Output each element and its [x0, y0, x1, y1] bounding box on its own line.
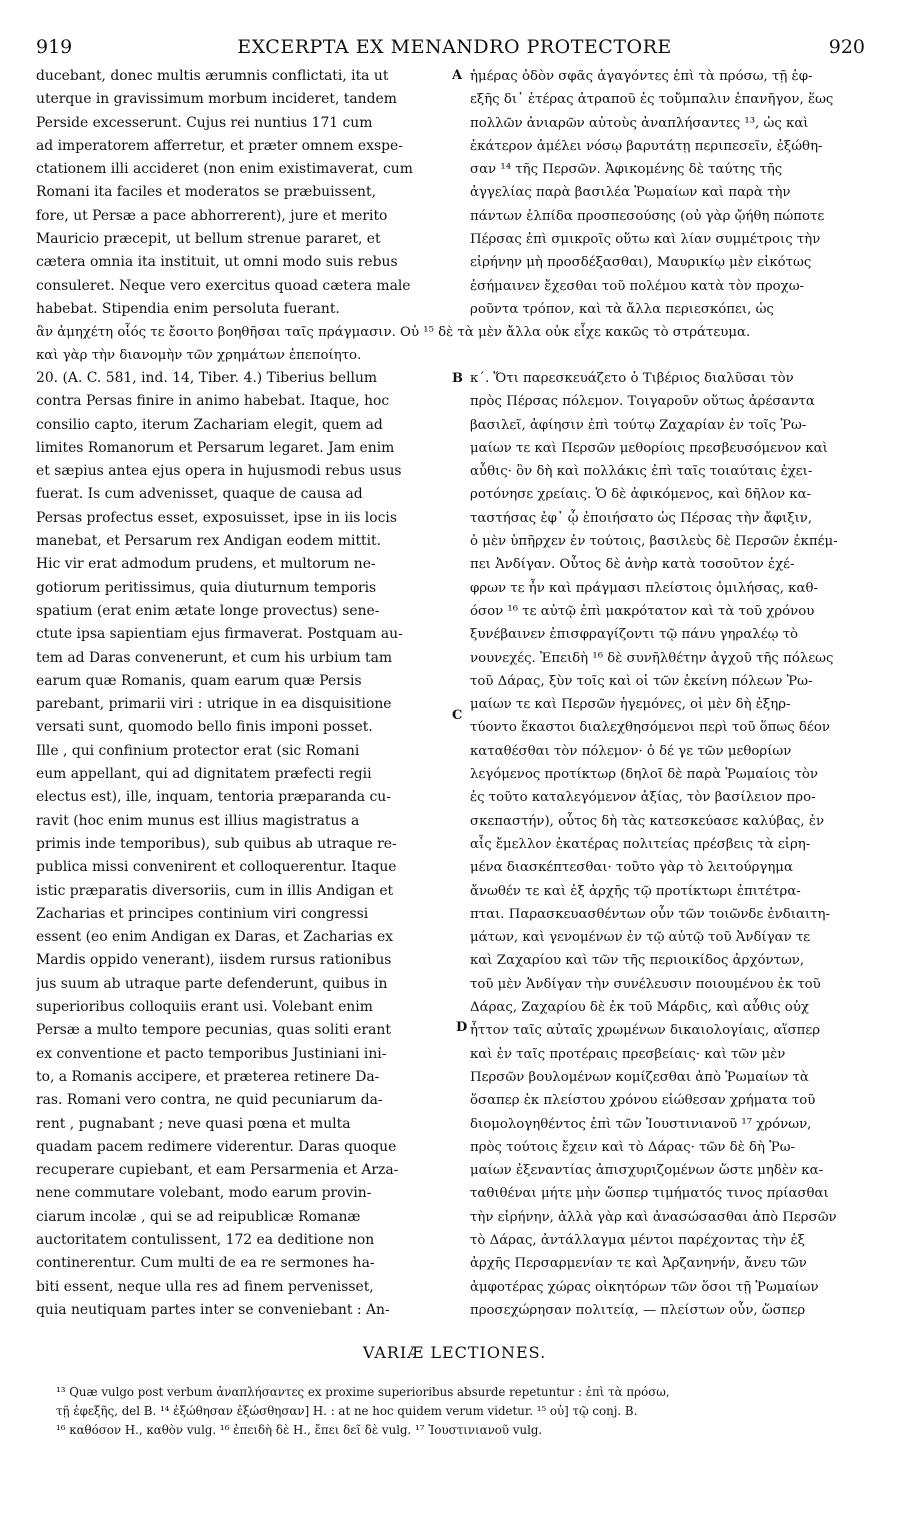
page-number-right: 920 — [828, 36, 865, 58]
page-number-left: 919 — [36, 36, 73, 58]
greek-line: κ΄. Ὅτι παρεσκευάζετο ὁ Τιβέριος διαλῦσαι τὸν — [470, 371, 794, 386]
greek-line: πάντων ἐλπίδα προσπεσούσης (οὐ γὰρ ᾤήθη πώποτε — [470, 208, 825, 224]
latin-line: Romani ita faciles et moderatos se præbuissent, — [36, 184, 376, 201]
latin-line: tem ad Daras convenerunt, et cum his urbium tam — [36, 649, 393, 666]
greek-line: ἀρχῆς Περσαρμενίαν τε καὶ Ἀρζανηνήν, ἄνευ τῶν — [470, 1256, 807, 1272]
greek-line: Δάρας, Ζαχαρίου δὲ ἐκ τοῦ Μάρδις, καὶ αὖθις οὐχ — [470, 1000, 809, 1016]
greek-line: ταθιθέναι μήτε μὴν ὥσπερ τιμήματός τινος πρίασθαι — [470, 1186, 829, 1202]
greek-line: πρὸς Πέρσας πόλεμον. Τοιγαροῦν οὕτως ἀρέσαντα — [470, 394, 815, 410]
latin-line: recuperare cupiebant, et eam Persarmenia et Arza- — [36, 1162, 399, 1179]
greek-line: ἧττον ταῖς αὐταῖς χρωμένων δικαιολογίαις, αἵσπερ — [470, 1023, 821, 1039]
greek-line: ὅσαπερ ἐκ πλείστου χρόνου εἰώθεσαν χρήματα τοῦ — [470, 1093, 816, 1109]
latin-line: fuerat. Is cum advenisset, quaque de causa ad — [36, 486, 363, 503]
latin-line: Perside excesserunt. Cujus rei nuntius 171 cum — [36, 114, 373, 131]
greek-line: ἀγγελίας παρὰ βασιλέα Ῥωμαίων καὶ παρὰ τὴν — [470, 185, 791, 201]
latin-line: habebat. Stipendia enim persoluta fuerant. — [36, 300, 340, 317]
latin-line: rent , pugnabant ; neve quasi pœna et multa — [36, 1115, 351, 1132]
latin-line: electus est), ille, inquam, tentoria præparanda cu- — [36, 789, 391, 806]
greek-line: Περσῶν βουλομένων κομίζεσθαι ἀπὸ Ῥωμαίων τὰ — [470, 1069, 809, 1085]
greek-line: προσεχώρησαν πολιτείᾳ, — πλείστων οὖν, ὥσπερ — [470, 1302, 806, 1318]
latin-column-lower — [36, 367, 454, 1322]
latin-line: ciarum incolæ , qui se ad reipublicæ Romanæ — [36, 1208, 361, 1225]
greek-line: ταστήσας ἐφ᾽ ᾧ ἐποιήσατο ὡς Πέρσας τὴν ἄφιξιν, — [470, 510, 813, 526]
latin-line: quia neutiquam partes inter se conveniebant : An- — [36, 1301, 390, 1318]
greek-line: ἂν ἀμηχέτη οἷός τε ἔσοιτο βοηθῆσαι ταῖς πράγμασιν. Οὐ ¹⁵ δὲ τὰ μὲν ἄλλα οὐκ εἶχε κακῶς τὸ στράτευμα. — [36, 325, 751, 340]
greek-column-lower — [470, 367, 881, 1322]
running-header — [0, 36, 909, 62]
greek-line: ξυνέβαινεν ἐπισφραγίζοντι τῷ πάνυ γηραλέῳ τὸ — [470, 627, 799, 643]
latin-line: eum appellant, qui ad dignitatem præfecti regii — [36, 766, 372, 783]
latin-line: jus suum ab utraque parte defenderunt, quibus in — [36, 975, 388, 992]
latin-line: uterque in gravissimum morbum incideret, tandem — [36, 91, 397, 108]
section-title: VARIÆ LECTIONES. — [362, 1343, 547, 1362]
margin-letter-c: C — [452, 708, 463, 723]
greek-line: εξῆς δι᾽ ἑτέρας ἀτραποῦ ἐς τοὔμπαλιν ἐπανῆγον, ἕως — [470, 92, 834, 108]
greek-line: αὖθις· ὃν δὴ καὶ πολλάκις ἐπὶ ταῖς τοιαύταις ἐχει- — [470, 464, 813, 480]
running-title: EXCERPTA EX MENANDRO PROTECTORE — [237, 36, 672, 58]
greek-line: σκεπαστήν), οὗτος δὴ τὰς κατεσκεύασε καλύβας, ἐν — [470, 813, 825, 829]
latin-line: ad imperatorem afferretur, et præter omnem exspe- — [36, 137, 403, 154]
greek-line: όσον ¹⁶ τε αὐτῷ ἐπὶ μακρότατον καὶ τὰ τοῦ χρόνου — [470, 603, 815, 619]
latin-line: ravit (hoc enim munus est illius magistratus a — [36, 812, 360, 829]
greek-line: βασιλεῖ, ἀφίησιν ἐπὶ τούτῳ Ζαχαρίαν ἐν τοῖς Ῥω- — [470, 417, 807, 433]
greek-line: μάτων, καὶ γενομένων ἐν τῷ αὐτῷ τοῦ Ἀνδίγαν τε — [470, 930, 811, 946]
latin-line: parebant, primarii viri : utrique in ea disquisitione — [36, 696, 392, 713]
greek-line: Πέρσας ἐπὶ σμικροῖς οὕτω καὶ λίαν συμμέτροις τὴν — [470, 232, 821, 248]
greek-line: καὶ γὰρ τὴν διανομὴν τῶν χρημάτων ἐπεποίητο. — [36, 348, 362, 364]
latin-line: istic præparatis diversoriis, cum in illis Andigan et — [36, 882, 394, 899]
latin-line: superioribus colloquiis erant usi. Volebant enim — [36, 999, 373, 1016]
latin-line: et sæpius antea ejus opera in hujusmodi rebus usus — [36, 463, 402, 480]
latin-column-upper — [36, 65, 454, 321]
latin-line: primis inde temporibus), sub quibus ab utraque re- — [36, 835, 397, 852]
greek-line: καταθέσθαι τὸν πόλεμον· ὁ δέ γε τῶν μεθορίων — [470, 743, 792, 759]
latin-line: Hic vir erat admodum prudens, et multorum ne- — [36, 556, 376, 573]
greek-line: πει Ἀνδίγαν. Οὗτος δὲ ἀνὴρ κατὰ τοσοῦτον ἐχέ- — [470, 557, 795, 573]
latin-line: ctationem illi accideret (non enim existimaverat, cum — [36, 161, 413, 178]
latin-line: consilio capto, iterum Zachariam elegit, quem ad — [36, 416, 383, 433]
latin-line: cætera omnia ita instituit, ut omni modo suis rebus — [36, 254, 398, 271]
latin-line: spatium (erat enim ætate longe provectus) sene- — [36, 602, 380, 619]
margin-letter-b: B — [452, 371, 463, 386]
latin-line: ex conventione et pacto temporibus Justiniani ini- — [36, 1045, 387, 1062]
greek-line: τὸ Δάρας, ἀντάλλαγμα μέντοι παρέχοντας τὴν ἐξ — [470, 1232, 805, 1248]
latin-line: Zacharias et principes continium viri congressi — [36, 905, 369, 922]
greek-line: φρων τε ἦν καὶ πράγμασι πλείστοις ὁμιλήσας, καθ- — [470, 580, 818, 596]
latin-line: versati sunt, quomodo bello finis imponi posset. — [36, 719, 373, 736]
latin-line: manebat, et Persarum rex Andigan eodem mittit. — [36, 533, 382, 550]
latin-line: consuleret. Neque vero exercitus quoad cætera male — [36, 277, 411, 294]
latin-line: continerentur. Cum multi de ea re sermones ha- — [36, 1255, 375, 1272]
greek-line: ροτόνησε χρείαις. Ὁ δὲ ἀφικόμενος, καὶ δῆλον κα- — [470, 487, 812, 503]
latin-line: biti essent, neque ulla res ad finem pervenisset, — [36, 1278, 374, 1295]
latin-line: Mauricio præcepit, ut bellum strenue pararet, et — [36, 231, 381, 248]
latin-line: Persas profectus esset, exposuisset, ipse in iis locis — [36, 509, 397, 526]
greek-line: καὶ Ζαχαρίου καὶ τῶν τῆς περιοικίδος ἀρχόντων, — [470, 953, 805, 969]
latin-line: ras. Romani vero contra, ne quid pecuniarum da- — [36, 1092, 383, 1109]
greek-line: μαίων τε καὶ Περσῶν ἡγεμόνες, οἱ μὲν δὴ ἐξηρ- — [470, 697, 791, 713]
latin-line: contra Persas finire in animo habebat. Itaque, hoc — [36, 393, 390, 410]
latin-line: essent (eo enim Andigan ex Daras, et Zacharias ex — [36, 929, 393, 946]
greek-line: αἷς ἔμελλον ἑκατέρας πολιτείας πρέσβεις τὰ εἰρη- — [470, 836, 811, 852]
greek-line: μαίων ἐξεναντίας ἀπισχυριζομένων ὥστε μηδὲν κα- — [470, 1163, 824, 1179]
greek-line: νουνεχές. Ἐπειδὴ ¹⁶ δὲ συνῆλθέτην ἀγχοῦ τῆς πόλεως — [470, 650, 834, 666]
greek-line: τύοντο ἕκαστοι διαλεχθησόμενοι περὶ τοῦ ὅπως δέον — [470, 720, 830, 736]
latin-line: nene commutare volebant, modo earum provin- — [36, 1185, 372, 1202]
greek-line: ὁ μὲν ὑπῆρχεν ἐν τούτοις, βασιλεὺς δὲ Περσῶν ἐκπέμ- — [470, 534, 838, 550]
greek-line: ἄνωθέν τε καὶ ἐξ ἀρχῆς τῷ προτίκτωρι ἐπιτέτρα- — [470, 883, 801, 899]
latin-line: limites Romanorum et Persarum legaret. Jam enim — [36, 439, 395, 456]
variant-readings — [56, 1383, 886, 1440]
greek-line: καὶ ἐν ταῖς προτέραις πρεσβείαις· καὶ τῶν μὲν — [470, 1046, 786, 1062]
greek-line: τὴν εἰρήνην, ἀλλὰ γὰρ καὶ ἀνασώσασθαι ἀπὸ Περσῶν — [470, 1209, 837, 1225]
latin-line: Ille , qui confinium protector erat (sic Romani — [36, 742, 360, 759]
greek-line: πολλῶν ἀνιαρῶν αὐτοὺς ἀναπλήσαντες ¹³, ὡς καὶ — [470, 115, 809, 131]
greek-line: ἀμφοτέρας χώρας οἰκητόρων τῶν ὅσοι τῇ Ῥωμαίων — [470, 1279, 819, 1295]
latin-line: Mardis oppido venerant), iisdem rursus rationibus — [36, 952, 392, 969]
latin-line: Persæ a multo tempore pecunias, quas soliti erant — [36, 1022, 391, 1039]
margin-letter-d: D — [456, 1020, 468, 1035]
latin-line: ducebant, donec multis ærumnis conflictati, ita ut — [36, 68, 389, 84]
greek-line: εἰρήνην μὴ προσδέξασθαι), Μαυρικίῳ μὲν εἰκότως — [470, 255, 812, 271]
greek-line: ἡμέρας ὁδὸν σφᾶς ἀγαγόντες ἐπὶ τὰ πρόσω, τῇ ἐφ- — [470, 69, 813, 84]
greek-line: σαν ¹⁴ τῆς Περσῶν. Ἀφικομένης δὲ ταύτης τῆς — [470, 162, 783, 178]
greek-line: διομολογηθέντος ἐπὶ τῶν Ἰουστινιανοῦ ¹⁷ χρόνων, — [470, 1116, 812, 1132]
greek-line: τοῦ Δάρας, ξὺν τοῖς καὶ οἱ τῶν ἑκείνη πόλεων Ῥω- — [470, 673, 813, 689]
greek-line: ἐς τοῦτο καταλεγόμενον ἀξίας, τὸν βασίλειον προ- — [470, 790, 816, 806]
greek-line: λεγόμενος προτίκτωρ (δηλοῖ δὲ παρὰ Ῥωμαίοις τὸν — [470, 767, 818, 783]
greek-line: μαίων τε καὶ Περσῶν μεθορίοις πρεσβευσόμενον καὶ — [470, 440, 828, 456]
latin-line: publica missi convenirent et colloquerentur. Itaque — [36, 859, 397, 876]
latin-line: to, a Romanis accipere, et præterea retinere Da- — [36, 1068, 380, 1085]
greek-spanning-lines — [36, 321, 881, 368]
latin-line: fore, ut Persæ a pace abhorrerent), jure et merito — [36, 207, 388, 224]
latin-line: 20. (A. C. 581, ind. 14, Tiber. 4.) Tiberius bellum — [36, 370, 378, 386]
greek-line: πται. Παρασκευασθέντων οὖν τῶν τοιῶνδε ἐνδιαιτη- — [470, 906, 830, 922]
greek-column-upper — [470, 65, 881, 321]
margin-letter-a: A — [452, 68, 463, 83]
greek-line: τοῦ μὲν Ἀνδίγαν τὴν συνέλευσιν ποιουμένου ἐκ τοῦ — [470, 976, 821, 992]
latin-line: quadam pacem redimere viderentur. Daras quoque — [36, 1138, 397, 1155]
greek-line: ἐσήμαινεν ἔχεσθαι τοῦ πολέμου κατὰ τὸν προχω- — [470, 278, 805, 294]
latin-line: gotiorum peritissimus, quia diuturnum temporis — [36, 579, 377, 596]
greek-line: μένα διασκέπτεσθαι· τοῦτο γὰρ τὸ λειτούργημα — [470, 860, 793, 876]
greek-line: πρὸς τούτοις ἔχειν καὶ τὸ Δάρας· τῶν δὲ δὴ Ῥω- — [470, 1139, 796, 1155]
note-line: τῇ ἐφεξῆς, del B. ¹⁴ ἐξώθησαν ἐξώσθησαν] H. : at ne hoc quidem verum videtur. ¹⁵ οὐ] τῷ conj. B. — [56, 1404, 638, 1418]
latin-line: auctoritatem contulissent, 172 ea deditione non — [36, 1231, 375, 1248]
note-line: ¹⁶ καθόσον H., καθὸν vulg. ¹⁶ ἐπειδὴ δὲ H., ἔπει δεῖ δὲ vulg. ¹⁷ Ἰουστινιανοῦ vulg. — [56, 1423, 543, 1437]
latin-line: ctute ipsa sapientiam ejus firmaverat. Postquam au- — [36, 626, 403, 643]
note-line: ¹³ Quæ vulgo post verbum ἀναπλήσαντες ex proxime superioribus absurde repetuntur : ἐπὶ τὰ πρόσω, — [56, 1385, 670, 1399]
greek-line: ἑκάτερον ἀμέλει νόσῳ βαρυτάτῃ περιπεσεῖν, ἐξώθη- — [470, 138, 823, 154]
latin-line: earum quæ Romanis, quam earum quæ Persis — [36, 672, 362, 689]
greek-line: ροῦντα τρόπον, καὶ τὰ ἄλλα περιεσκόπει, ὡς — [470, 301, 774, 317]
